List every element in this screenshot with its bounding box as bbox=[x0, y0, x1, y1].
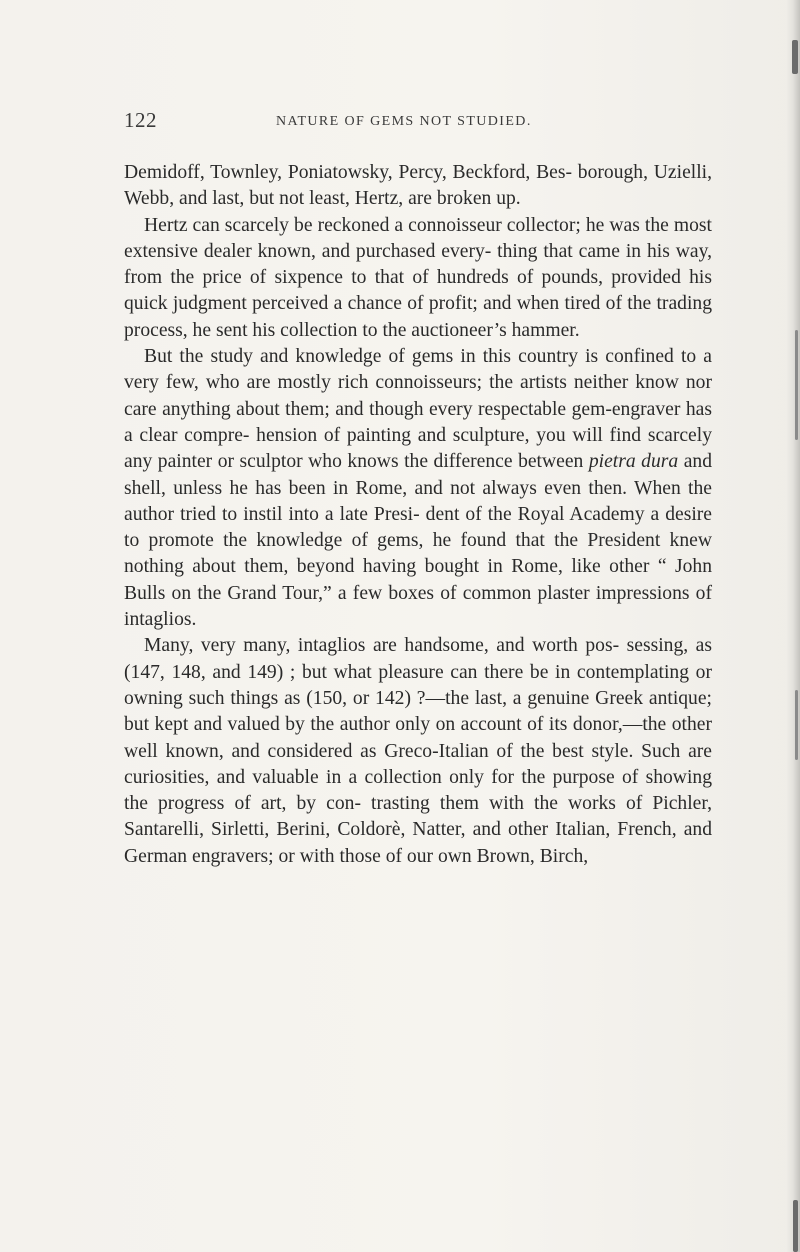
page-number: 122 bbox=[124, 108, 157, 132]
paragraph-3-part-a: But the study and knowledge of gems in this country is confined to a very few, who are mostly rich connoisseurs; the artists neither know nor care anything about them; and though every respectable gem-engraver has a clear compre- hension of painting and sculpture, you will find scarcely any painter or sculptor who knows the difference between bbox=[124, 346, 712, 473]
paragraph-2: Hertz can scarcely be reckoned a connoisseur collector; he was the most extensive dealer known, and purchased every- thing that came in his way, from the price of sixpence to that of hundreds of pounds, provided his quick judgment perceived a chance of profit; and when tired of the trading process, he sent his collection to the auctioneer’s hammer. bbox=[124, 214, 712, 341]
paragraph-3-part-b: and shell, unless he has been in Rome, and not always even then. When the author tried to instil into a late Presi- dent of the Royal Academy a desire to promote the knowledge of gems, he found that the President knew nothing about them, beyond having bought in Rome, like other “ John Bulls on the Grand Tour,” a few boxes of common plaster impressions of intaglios. bbox=[124, 451, 713, 631]
page-edge-mark bbox=[792, 40, 798, 74]
paragraph-4: Many, very many, intaglios are handsome, and worth pos- sessing, as (147, 148, and 149) ; but what pleasure can there be in contemplating or owning such things as (150, or 142) ?—the last, a genuine Greek antique; but kept and valued by the author only on account of its donor,—the other well known, and considered as Greco-Italian of the best style. Such are curiosities, and valuable in a collection only for the purpose of showing the progress of art, by con- trasting them with the works of Pichler, Santarelli, Sirletti, Berini, Coldorè, Natter, and other Italian, French, and German engravers; or with those of our own Brown, Birch, bbox=[124, 635, 712, 867]
body-text bbox=[124, 160, 712, 870]
paragraph-1: Demidoff, Townley, Poniatowsky, Percy, Beckford, Bes- borough, Uzielli, Webb, and last, but not least, Hertz, are broken up. bbox=[124, 162, 712, 210]
paragraph-3 bbox=[124, 344, 712, 633]
page-edge-mark bbox=[795, 330, 798, 440]
page-edge-mark bbox=[795, 690, 798, 760]
page-edge-mark bbox=[793, 1200, 798, 1252]
header-title: NATURE OF GEMS NOT STUDIED. bbox=[276, 114, 532, 129]
running-head bbox=[124, 108, 714, 138]
page-edge-shadow bbox=[786, 0, 800, 1252]
pietra-dura-italic: pietra dura bbox=[588, 451, 679, 473]
